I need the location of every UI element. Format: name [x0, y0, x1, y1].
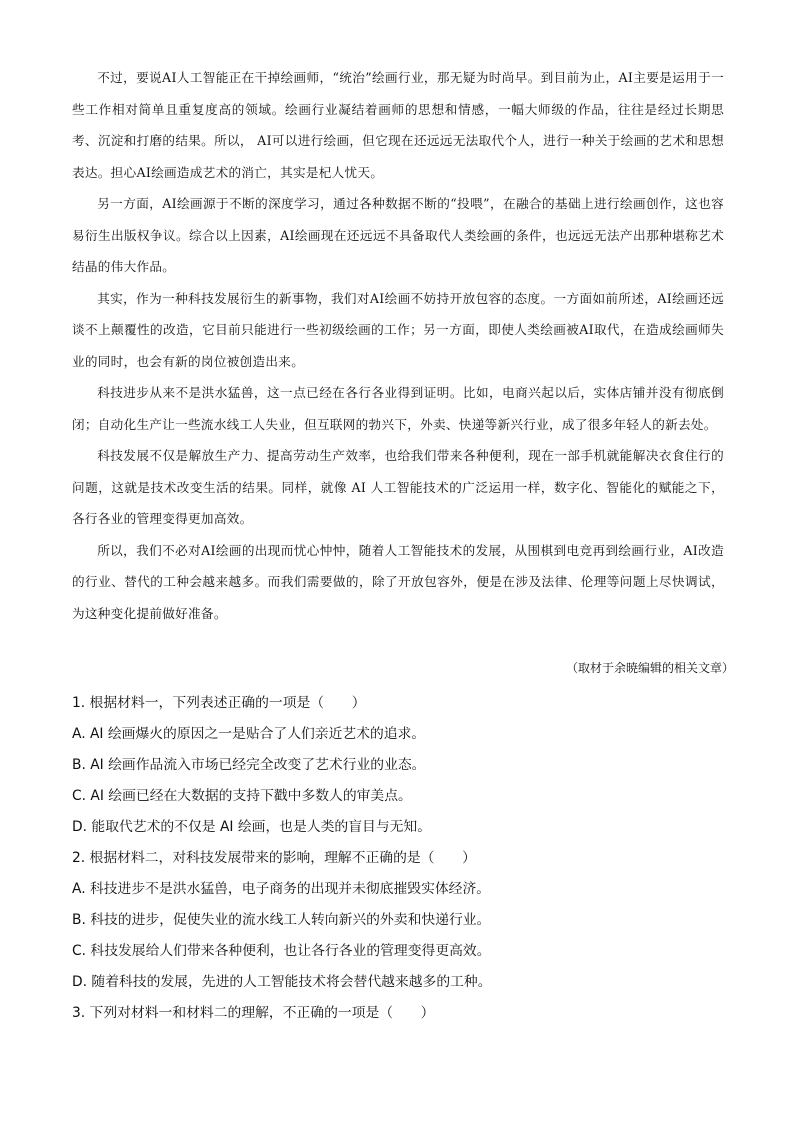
answer-option: B. 科技的进步，促使失业的流水线工人转向新兴的外卖和快递行业。	[72, 912, 491, 928]
paragraph: 科技进步从来不是洪水猛兽，这一点已经在各行各业得到证明。比如，电商兴起以后，实体店铺并没有彻底倒闭；自动化生产让一些流水线工人失业，但互联网的勃兴下，外卖、快递等新兴行业，成了很多年轻人的新去处。	[72, 385, 724, 432]
question-stem: 1. 根据材料一，下列表述正确的一项是（ ）	[72, 695, 366, 711]
answer-option: B. AI 绘画作品流入市场已经完全改变了艺术行业的业态。	[72, 757, 426, 773]
answer-option: D. 能取代艺术的不仅是 AI 绘画，也是人类的盲目与无知。	[72, 819, 432, 835]
answer-option: A. AI 绘画爆火的原因之一是贴合了人们亲近艺术的追求。	[72, 726, 426, 742]
answer-option: C. AI 绘画已经在大数据的支持下戳中多数人的审美点。	[72, 788, 412, 804]
answer-option: C. 科技发展给人们带来各种便利，也让各行各业的管理变得更高效。	[72, 943, 491, 959]
paragraph: 不过，要说AI人工智能正在干掉绘画师，“统治”绘画行业，那无疑为时尚早。到目前为止，AI主要是运用于一些工作相对简单且重复度高的领域。绘画行业凝结着画师的思想和情感，一幅大师级的作品，往往是经过长期思考、沉淀和打磨的结果。所以， AI可以进行绘画，但它现在还远远无法取代个人，进行一种关于绘画的艺术和思想表达。担心AI绘画造成艺术的消亡，其实是杞人忧天。	[72, 70, 724, 180]
paragraph: 科技发展不仅是解放生产力、提高劳动生产效率，也给我们带来各种便利，现在一部手机就能解决衣食住行的问题，这就是技术改变生活的结果。同样，就像 AI 人工智能技术的广泛运用一样，数字化、智能化的赋能之下，各行各业的管理变得更加高效。	[72, 448, 724, 526]
source-citation: （取材于余暁编辑的相关文章）	[565, 661, 734, 675]
question-list	[72, 688, 732, 1029]
paragraph: 另一方面，AI绘画源于不断的深度学习，通过各种数据不断的“投喂”，在融合的基础上进行绘画创作，这也容易衍生出版权争议。综合以上因素，AI绘画现在还远远不具备取代人类绘画的条件，也远远无法产出那种堪称艺术结晶的伟大作品。	[72, 196, 724, 274]
answer-option: A. 科技进步不是洪水猛兽，电子商务的出现并未彻底摧毁实体经济。	[72, 881, 491, 897]
paragraph: 其实，作为一种科技发展衍生的新事物，我们对AI绘画不妨持开放包容的态度。一方面如前所述，AI绘画还远谈不上颠覆性的改造，它目前只能进行一些初级绘画的工作；另一方面，即使人类绘画被AI取代，在造成绘画师失业的同时，也会有新的岗位被创造出来。	[72, 290, 724, 369]
reading-passage	[72, 62, 724, 629]
paragraph: 所以，我们不必对AI绘画的出现而忧心忡忡，随着人工智能技术的发展，从围棋到电竞再到绘画行业，AI改造的行业、替代的工种会越来越多。而我们需要做的，除了开放包容外，便是在涉及法律、伦理等问题上尽快调试，为这种变化提前做好准备。	[72, 542, 724, 621]
question-stem: 3. 下列对材料一和材料二的理解，不正确的一项是（ ）	[72, 1005, 435, 1021]
question-stem: 2. 根据材料二，对科技发展带来的影响，理解不正确的是（ ）	[72, 850, 476, 866]
answer-option: D. 随着科技的发展，先进的人工智能技术将会替代越来越多的工种。	[72, 974, 492, 990]
